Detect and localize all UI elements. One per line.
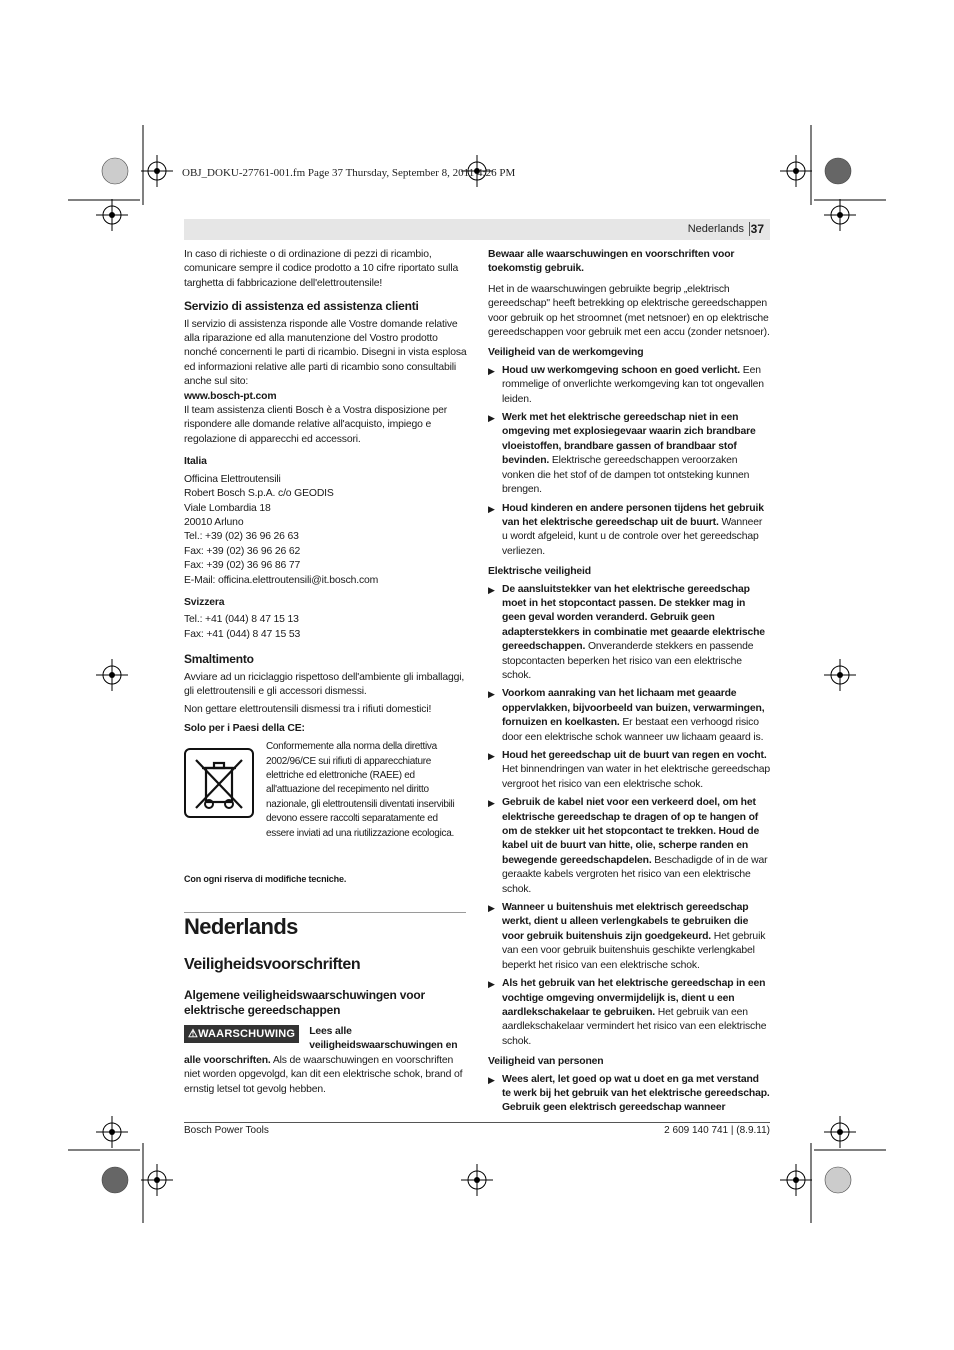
page-number: 37 (750, 222, 764, 236)
website-link[interactable]: www.bosch-pt.com (184, 390, 277, 402)
section-subtitle: Veiligheidsvoorschriften (184, 956, 361, 973)
work-area-heading: Veiligheid van de werkomgeving (488, 347, 644, 359)
term-definition: Het in de waarschuwingen gebruikte begrip „elektrisch gereedschap" heeft betrekking op elektrische gereedschappen voor gebruik op het stroomnet (met netsnoer) en op elektrische gereedschappen voor gebruik met een accu (zonder netsnoer). (488, 283, 770, 339)
bullet-icon: ▶ (488, 979, 495, 990)
bullet-icon: ▶ (488, 413, 495, 424)
disposal-warning: Non gettare elettroutensili dismessi tra i rifiuti domestici! (184, 704, 432, 716)
warning-triangle-icon: ⚠ (188, 1028, 199, 1040)
weee-block (184, 740, 467, 848)
phone-line: Tel.: +41 (044) 8 47 15 13 (184, 614, 299, 626)
running-header (184, 219, 770, 240)
list-item: ▶ Houd kinderen en andere personen tijdens het gebruik van het elektrische gereedschap uit de buurt. Wanneer u wordt afgeleid, kunt u de controle over het gereedschap verliezen. (488, 502, 764, 557)
right-column (488, 248, 770, 1120)
bullet-icon: ▶ (488, 751, 495, 761)
bullet-icon: ▶ (488, 798, 495, 809)
warning-label: WAARSCHUWING (198, 1028, 296, 1040)
list-item: ▶ Wanneer u buitenshuis met elektrisch gereedschap werkt, dient u alleen verlengkabels te gebruiken die voor gebruik buitenshuis zijn goedgekeurd. Het gebruik van een voor gebruik buitenshuis geschikte verlengkabel beperkt het risico van een elektrische schok. (488, 902, 766, 971)
footer-rule (184, 1122, 770, 1123)
fax-line: Fax: +41 (044) 8 47 15 53 (184, 628, 301, 640)
list-item: ▶ Wees alert, let goed op wat u doet en ga met verstand te werk bij het gebruik van het elektrische gereedschap. Gebruik geen elektrisch gereedschap wanneer (488, 1073, 770, 1114)
list-item: ▶ Houd het gereedschap uit de buurt van regen en vocht. Het binnendringen van water in het elektrische gereedschap vergroot het risico van een elektrische schok. (488, 750, 770, 790)
reserve-note: Con ogni riserva di modifiche tecniche. (184, 874, 347, 885)
fax-line: Fax: +39 (02) 36 96 26 62 (184, 545, 301, 557)
warning-text: Als de waarschuwingen en voorschriften niet worden opgevolgd, kan dit een elektrische schok, brand of ernstig letsel tot gevolg hebben. (184, 1054, 463, 1095)
file-info: OBJ_DOKU-27761-001.fm Page 37 Thursday, September 8, 2011 4:26 PM (182, 167, 516, 179)
bullet-icon: ▶ (488, 365, 495, 376)
address-line: Viale Lombardia 18 (184, 502, 271, 514)
phone-line: Tel.: +39 (02) 36 96 26 63 (184, 531, 299, 543)
bullet-icon: ▶ (488, 584, 495, 595)
list-item: ▶ Werk met het elektrische gereedschap niet in een omgeving met explosiegevaar waarin zich brandbare vloeistoffen, brandbare gassen of brandbaar stof bevinden. Elektrische gereedschappen veroorzaken vonken die het stof of de dampen tot ontsteking kunnen brengen. (488, 412, 756, 496)
section-divider (184, 912, 466, 913)
address-line: Robert Bosch S.p.A. c/o GEODIS (184, 488, 334, 500)
warning-block (184, 1025, 467, 1097)
address-line: Officina Elettroutensili (184, 473, 281, 485)
weee-text: Conformemente alla norma della direttiva 2002/96/CE sui rifiuti di apparecchiature elettriche ed elettroniche (RAEE) ed all'attuazione del recepimento nel diritto nazionale, gli elettroutensili diventati inservibili devono essere raccolti separatamente ed essere inviati ad una riutilizzazione ecologica. (266, 741, 455, 839)
address-line: 20010 Arluno (184, 516, 244, 528)
list-item: ▶ Houd uw werkomgeving schoon en goed verlicht. Een rommelige of onverlichte werkomgeving kan tot ongevallen leiden. (488, 364, 764, 405)
intro-text: In caso di richieste o di ordinazione di pezzi di ricambio, comunicare sempre il codice prodotto a 10 cifre riportato sulla targhetta di fabbricazione dell'elettroutensile! (184, 249, 459, 289)
section-title: Nederlands (184, 914, 298, 939)
team-text: Il team assistenza clienti Bosch è a Vostra disposizione per rispondere alle domande relative all'acquisto, impiego e regolazione di apparecchi ed accessori. (184, 405, 448, 445)
footer-code: 2 609 140 741 | (8.9.11) (664, 1125, 770, 1136)
footer-brand: Bosch Power Tools (184, 1125, 269, 1136)
personal-safety-heading: Veiligheid van personen (488, 1056, 604, 1068)
svizzera-heading: Svizzera (184, 596, 225, 608)
email-line[interactable]: E-Mail: officina.elettroutensili@it.bosch.com (184, 574, 379, 586)
italia-heading: Italia (184, 456, 207, 468)
list-item: ▶ Voorkom aanraking van het lichaam met geaarde oppervlakken, bijvoorbeeld van buizen, verwarmingen, fornuizen en koelkasten. Er bestaat een verhoogd risico door een elektrische schok wanneer uw lichaam geaard is. (488, 688, 765, 743)
fax-line: Fax: +39 (02) 36 96 86 77 (184, 560, 301, 572)
general-warnings-heading: Algemene veiligheidswaarschuwingen voor elektrische gereedschappen (184, 988, 425, 1017)
disposal-heading: Smaltimento (184, 652, 254, 667)
bullet-icon: ▶ (488, 903, 495, 914)
left-column (184, 248, 467, 887)
warning-lead: Lees alle veiligheidswaarschuwingen en alle voorschriften. (184, 1026, 458, 1066)
header-language: Nederlands (687, 223, 744, 235)
weee-bin-icon (184, 748, 254, 818)
electrical-heading: Elektrische veiligheid (488, 566, 591, 578)
service-text: Il servizio di assistenza risponde alle Vostre domande relative alla riparazione ed alla manutenzione del Vostro prodotto nonché concernenti le parti di ricambio. Disegni in vista esplosa ed informazioni relative alle parti di ricambio sono consultabili anche sul sito: (184, 318, 467, 388)
list-item: ▶ De aansluitstekker van het elektrische gereedschap moet in het stopcontact passen. De stekker mag in geen geval worden veranderd. Gebruik geen adapterstekkers in combinatie met geaarde elektrische gereedschappen. Onveranderde stekkers en passende stopcontacten beperken het risico van een elektrische schok. (488, 583, 765, 681)
list-item: ▶ Als het gebruik van het elektrische gereedschap in een vochtige omgeving onvermijdelijk is, dient u een aardlekschakelaar te gebruiken. Het gebruik van een aardlekschakelaar vermindert het risico van een elektrische schok. (488, 978, 767, 1047)
italia-address (184, 473, 467, 588)
warning-badge (184, 1025, 299, 1043)
ce-heading: Solo per i Paesi della CE: (184, 722, 305, 734)
service-heading: Servizio di assistenza ed assistenza clienti (184, 299, 419, 314)
list-item: ▶ Gebruik de kabel niet voor een verkeerd doel, om het elektrische gereedschap te dragen of op te hangen of om de stekker uit het stopcontact te trekken. Houd de kabel uit de buurt van hitte, olie, scherpe randen en bewegende gereedschapdelen. Beschadigde of in de war geraakte kabels vergroten het risico van een elektrische schok. (488, 797, 768, 895)
bullet-icon: ▶ (488, 1074, 495, 1085)
disposal-text: Avviare ad un riciclaggio rispettoso dell'ambiente gli imballaggi, gli elettroutensili e gli accessori dismessi. (184, 671, 465, 697)
keep-instructions: Bewaar alle waarschuwingen en voorschriften voor toekomstig gebruik. (488, 249, 735, 275)
bullet-icon: ▶ (488, 689, 495, 700)
bullet-icon: ▶ (488, 503, 495, 514)
